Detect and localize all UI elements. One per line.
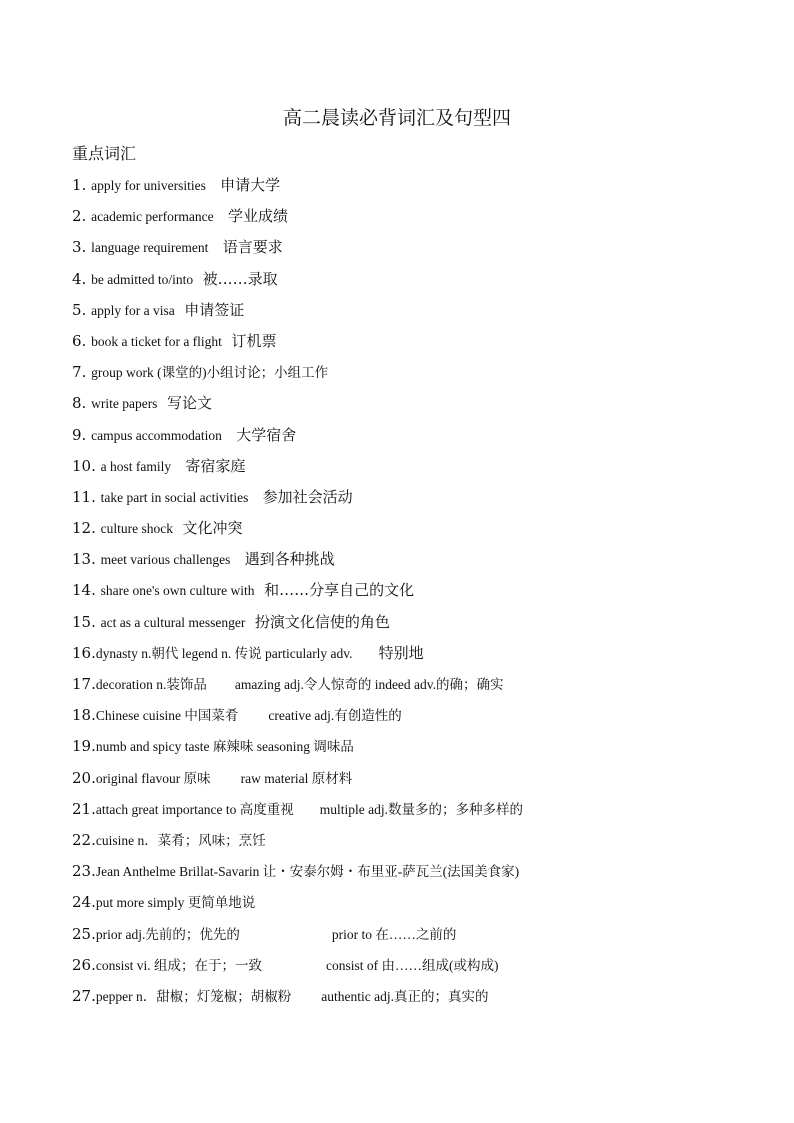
list-item: 8. write papers 写论文 <box>72 394 213 413</box>
list-item: 4. be admitted to/into 被……录取 <box>72 269 278 288</box>
list-item: 16.dynasty n.朝代 legend n. 传说 particularly adv. 特别地 <box>72 643 424 662</box>
list-item: 20.original flavour 原味 raw material 原材料 <box>72 768 353 787</box>
list-item: 13. meet various challenges 遇到各种挑战 <box>72 550 335 569</box>
list-item: 27.pepper n．甜椒；灯笼椒；胡椒粉 authentic adj.真正的；真实的 <box>72 986 489 1005</box>
list-item: 24.put more simply 更简单地说 <box>72 893 256 912</box>
list-item: 3. language requirement 语言要求 <box>72 238 283 257</box>
list-item: 6. book a ticket for a flight 订机票 <box>72 331 277 350</box>
list-item: 23.Jean Anthelme Brillat-Savarin 让・安泰尔姆・布里亚-萨瓦兰(法国美食家) <box>72 862 520 881</box>
list-item: 19.numb and spicy taste 麻辣味 seasoning 调味品 <box>72 737 354 756</box>
list-item: 2. academic performance 学业成绩 <box>72 207 288 226</box>
list-item: 21.attach great importance to 高度重视 multiple adj.数量多的；多种多样的 <box>72 799 524 818</box>
list-item: 26.consist vi. 组成；在于；一致 consist of 由……组成(或构成) <box>72 955 499 974</box>
list-item: 7. group work (课堂的)小组讨论；小组工作 <box>72 363 329 382</box>
list-item: 5. apply for a visa 申请签证 <box>72 300 245 319</box>
list-item: 9. campus accommodation 大学宿舍 <box>72 425 297 444</box>
list-item: 12. culture shock 文化冲突 <box>72 519 243 538</box>
list-item: 10. a host family 寄宿家庭 <box>72 456 246 475</box>
page-title: 高二晨读必背词汇及句型四 <box>282 107 511 129</box>
list-item: 14. share one's own culture with 和……分享自己的文化 <box>72 581 415 600</box>
list-item: 25.prior adj.先前的；优先的 prior to 在……之前的 <box>72 924 457 943</box>
list-item: 22.cuisine n．菜肴；风味；烹饪 <box>72 830 266 849</box>
list-item: 18.Chinese cuisine 中国菜肴 creative adj.有创造性的 <box>72 706 402 725</box>
list-item: 15. act as a cultural messenger 扮演文化信使的角色 <box>72 612 390 631</box>
list-item: 11. take part in social activities 参加社会活动 <box>72 487 353 506</box>
section-heading: 重点词汇 <box>72 144 137 163</box>
list-item: 17.decoration n.装饰品 amazing adj.令人惊奇的 indeed adv.的确；确实 <box>72 675 504 693</box>
vocab-list <box>72 172 762 1014</box>
list-item: 1. apply for universities 申请大学 <box>72 176 281 194</box>
